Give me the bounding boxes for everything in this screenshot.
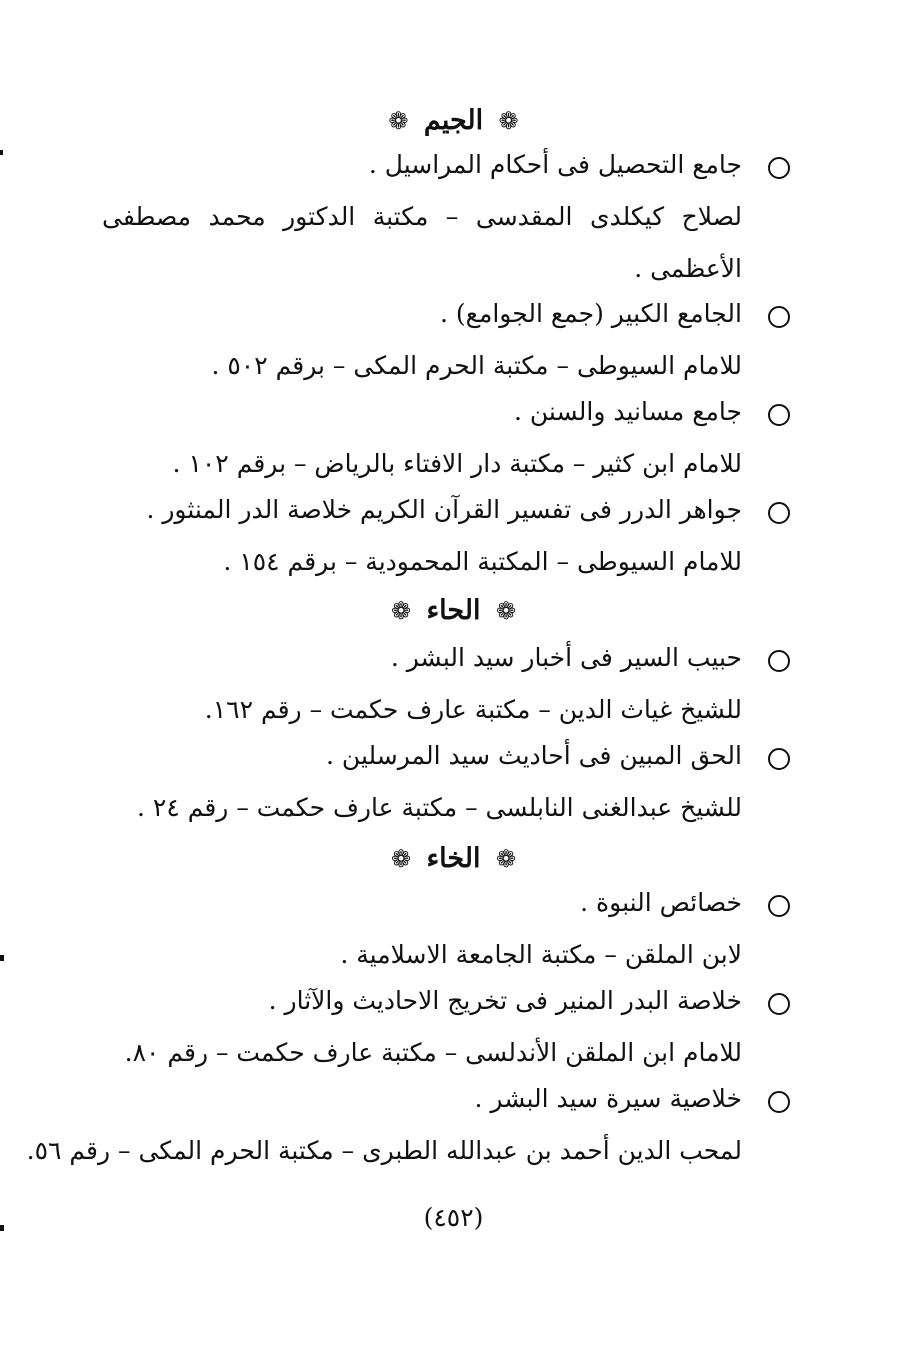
circle-bullet-icon <box>768 157 790 179</box>
entry-source: لصلاح كيكلدى المقدسى – مكتبة الدكتور محمد مصطفى <box>102 202 742 231</box>
entry-source: لمحب الدين أحمد بن عبدالله الطبرى – مكتبة الحرم المكى – رقم ٥٦. <box>26 1136 742 1165</box>
entry-source: للشيخ غياث الدين – مكتبة عارف حكمت – رقم ١٦٢. <box>204 695 742 724</box>
section-heading-jim <box>0 105 907 136</box>
section-title: الحاء <box>426 595 481 626</box>
entry-title: خلاصية سيرة سيد البشر . <box>474 1084 742 1113</box>
section-heading-ha <box>0 595 907 626</box>
circle-bullet-icon <box>768 650 790 672</box>
entry-source: للامام السيوطى – مكتبة الحرم المكى – برقم ٥٠٢ . <box>211 351 742 380</box>
entry-title: خصائص النبوة . <box>580 888 742 917</box>
entry-source: لابن الملقن – مكتبة الجامعة الاسلامية . <box>340 940 742 969</box>
section-title: الخاء <box>426 843 481 874</box>
entry-title: جامع مسانيد والسنن . <box>513 397 742 426</box>
scan-speck <box>0 150 3 155</box>
circle-bullet-icon <box>768 895 790 917</box>
circle-bullet-icon <box>768 748 790 770</box>
entry-title: جواهر الدرر فى تفسير القرآن الكريم خلاصة الدر المنثور . <box>146 495 742 524</box>
entry-title: الجامع الكبير (جمع الجوامع) . <box>440 299 742 328</box>
entry-source: للامام ابن كثير – مكتبة دار الافتاء بالرياض – برقم ١٠٢ . <box>172 449 742 478</box>
circle-bullet-icon <box>768 306 790 328</box>
ornament-icon: ❁ <box>498 107 519 135</box>
ornament-icon: ❁ <box>390 597 412 625</box>
scan-speck <box>0 955 4 961</box>
circle-bullet-icon <box>768 993 790 1015</box>
circle-bullet-icon <box>768 1091 790 1113</box>
ornament-icon: ❁ <box>495 597 517 625</box>
ornament-icon: ❁ <box>495 845 517 873</box>
entry-title: الحق المبين فى أحاديث سيد المرسلين . <box>326 741 742 770</box>
entry-title: خلاصة البدر المنير فى تخريج الاحاديث والآثار . <box>268 986 742 1015</box>
entry-source: للامام السيوطى – المكتبة المحمودية – برقم ١٥٤ . <box>223 547 742 576</box>
entry-title: جامع التحصيل فى أحكام المراسيل . <box>368 150 742 179</box>
circle-bullet-icon <box>768 404 790 426</box>
section-title: الجيم <box>423 105 484 136</box>
ornament-icon: ❁ <box>388 107 409 135</box>
entry-source: الأعظمى . <box>634 254 742 283</box>
page-number: (٤٥٢) <box>423 1203 484 1232</box>
circle-bullet-icon <box>768 502 790 524</box>
entry-source: للشيخ عبدالغنى النابلسى – مكتبة عارف حكمت – رقم ٢٤ . <box>137 793 742 822</box>
ornament-icon: ❁ <box>390 845 412 873</box>
section-heading-kha <box>0 843 907 874</box>
entry-title: حبيب السير فى أخبار سيد البشر . <box>390 643 742 672</box>
entry-source: للامام ابن الملقن الأندلسى – مكتبة عارف حكمت – رقم ٨٠. <box>124 1038 742 1067</box>
scan-speck <box>0 1225 4 1231</box>
